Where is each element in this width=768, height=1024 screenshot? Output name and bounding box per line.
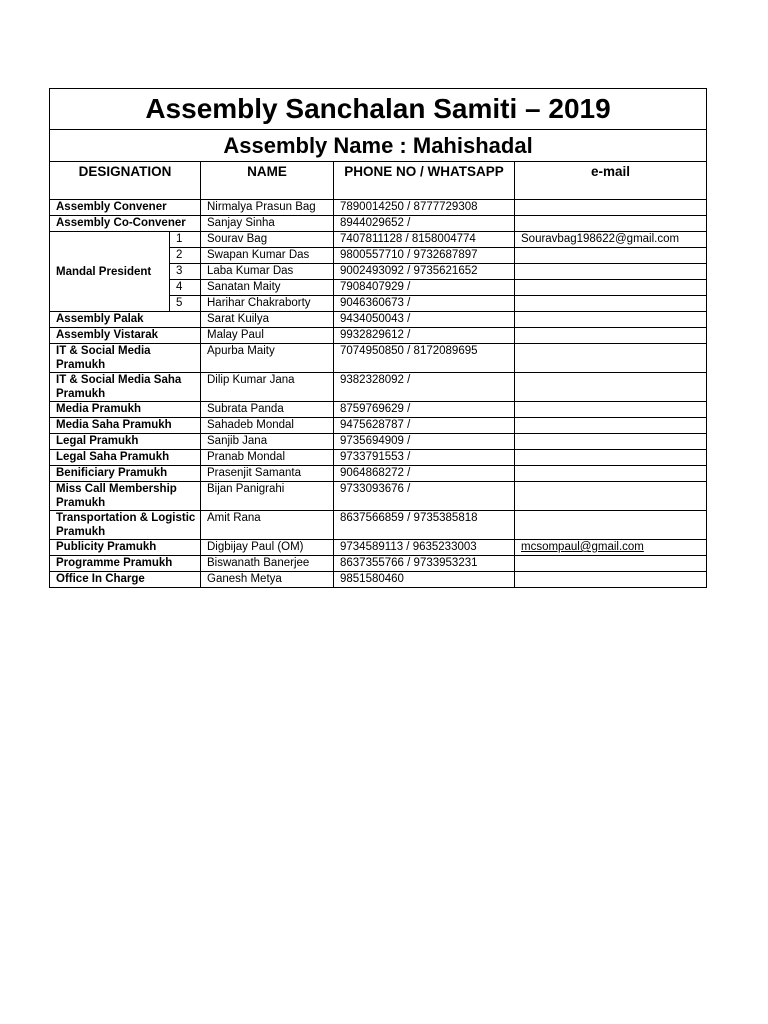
designation-header: DESIGNATION xyxy=(50,162,201,200)
name-cell: Pranab Mondal xyxy=(201,450,334,466)
committee-table xyxy=(49,88,707,588)
email-cell xyxy=(515,264,707,280)
email-cell xyxy=(515,466,707,482)
phone-cell: 9002493092 / 9735621652 xyxy=(334,264,515,280)
serial-number: 3 xyxy=(170,264,201,280)
phone-cell: 9064868272 / xyxy=(334,466,515,482)
name-cell: Sourav Bag xyxy=(201,232,334,248)
name-cell: Biswanath Banerjee xyxy=(201,556,334,572)
designation-cell: Assembly Convener xyxy=(50,200,201,216)
table-row xyxy=(50,200,707,216)
email-cell xyxy=(515,200,707,216)
table-row xyxy=(50,312,707,328)
phone-cell: 9735694909 / xyxy=(334,434,515,450)
name-cell: Sanjay Sinha xyxy=(201,216,334,232)
phone-cell: 9733791553 / xyxy=(334,450,515,466)
title-row xyxy=(50,89,707,130)
email-cell xyxy=(515,248,707,264)
name-cell: Prasenjit Samanta xyxy=(201,466,334,482)
name-cell: Swapan Kumar Das xyxy=(201,248,334,264)
phone-cell: 9733093676 / xyxy=(334,482,515,511)
name-cell: Apurba Maity xyxy=(201,344,334,373)
table-row xyxy=(50,216,707,232)
name-cell: Harihar Chakraborty xyxy=(201,296,334,312)
designation-cell: Assembly Co-Convener xyxy=(50,216,201,232)
designation-cell: Programme Pramukh xyxy=(50,556,201,572)
name-cell: Subrata Panda xyxy=(201,402,334,418)
designation-cell: Media Saha Pramukh xyxy=(50,418,201,434)
name-cell: Sahadeb Mondal xyxy=(201,418,334,434)
phone-cell: 9382328092 / xyxy=(334,373,515,402)
name-cell: Amit Rana xyxy=(201,511,334,540)
phone-cell: 9046360673 / xyxy=(334,296,515,312)
email-link[interactable]: mcsompaul@gmail.com xyxy=(521,541,644,553)
email-header: e-mail xyxy=(515,162,707,200)
designation-cell: Benificiary Pramukh xyxy=(50,466,201,482)
table-row xyxy=(50,434,707,450)
name-cell: Digbijay Paul (OM) xyxy=(201,540,334,556)
serial-number: 2 xyxy=(170,248,201,264)
designation-cell: Assembly Palak xyxy=(50,312,201,328)
table-row xyxy=(50,556,707,572)
phone-cell: 8944029652 / xyxy=(334,216,515,232)
name-cell: Sanjib Jana xyxy=(201,434,334,450)
phone-cell: 9851580460 xyxy=(334,572,515,588)
designation-cell: Legal Pramukh xyxy=(50,434,201,450)
email-cell xyxy=(515,556,707,572)
designation-cell: Publicity Pramukh xyxy=(50,540,201,556)
name-cell: Dilip Kumar Jana xyxy=(201,373,334,402)
email-cell xyxy=(515,280,707,296)
table-row xyxy=(50,466,707,482)
table-row xyxy=(50,402,707,418)
table-row xyxy=(50,450,707,466)
email-cell xyxy=(515,572,707,588)
name-cell: Sarat Kuilya xyxy=(201,312,334,328)
serial-number: 4 xyxy=(170,280,201,296)
phone-cell: 7074950850 / 8172089695 xyxy=(334,344,515,373)
table-row xyxy=(50,572,707,588)
name-cell: Sanatan Maity xyxy=(201,280,334,296)
phone-cell: 9734589113 / 9635233003 xyxy=(334,540,515,556)
phone-cell: 7890014250 / 8777729308 xyxy=(334,200,515,216)
subtitle-row xyxy=(50,130,707,162)
email-cell xyxy=(515,418,707,434)
table-row xyxy=(50,344,707,373)
phone-header: PHONE NO / WHATSAPP xyxy=(334,162,515,200)
table-row xyxy=(50,328,707,344)
name-cell: Bijan Panigrahi xyxy=(201,482,334,511)
table-row xyxy=(50,373,707,402)
table-row xyxy=(50,482,707,511)
name-cell: Nirmalya Prasun Bag xyxy=(201,200,334,216)
table-row xyxy=(50,540,707,556)
designation-cell: Media Pramukh xyxy=(50,402,201,418)
serial-number: 1 xyxy=(170,232,201,248)
designation-cell: IT & Social Media Saha Pramukh xyxy=(50,373,201,402)
email-cell xyxy=(515,450,707,466)
email-cell xyxy=(515,511,707,540)
email-cell xyxy=(515,434,707,450)
designation-cell: Transportation & Logistic Pramukh xyxy=(50,511,201,540)
designation-cell: Legal Saha Pramukh xyxy=(50,450,201,466)
phone-cell: 9434050043 / xyxy=(334,312,515,328)
name-header: NAME xyxy=(201,162,334,200)
email-cell xyxy=(515,216,707,232)
designation-cell: IT & Social Media Pramukh xyxy=(50,344,201,373)
email-cell xyxy=(515,540,707,556)
table-row xyxy=(50,232,707,248)
phone-cell: 7908407929 / xyxy=(334,280,515,296)
email-cell xyxy=(515,328,707,344)
serial-number: 5 xyxy=(170,296,201,312)
assembly-name: Assembly Name : Mahishadal xyxy=(50,130,707,162)
table-row xyxy=(50,418,707,434)
phone-cell: 9800557710 / 9732687897 xyxy=(334,248,515,264)
email-cell xyxy=(515,402,707,418)
email-cell xyxy=(515,482,707,511)
email-cell: Souravbag198622@gmail.com xyxy=(515,232,707,248)
email-cell xyxy=(515,296,707,312)
designation-cell: Office In Charge xyxy=(50,572,201,588)
phone-cell: 8637355766 / 9733953231 xyxy=(334,556,515,572)
email-cell xyxy=(515,344,707,373)
phone-cell: 9932829612 / xyxy=(334,328,515,344)
table-row xyxy=(50,511,707,540)
name-cell: Laba Kumar Das xyxy=(201,264,334,280)
phone-cell: 8637566859 / 9735385818 xyxy=(334,511,515,540)
name-cell: Ganesh Metya xyxy=(201,572,334,588)
name-cell: Malay Paul xyxy=(201,328,334,344)
email-cell xyxy=(515,373,707,402)
email-cell xyxy=(515,312,707,328)
phone-cell: 7407811128 / 8158004774 xyxy=(334,232,515,248)
header-row xyxy=(50,162,707,200)
designation-cell: Miss Call Membership Pramukh xyxy=(50,482,201,511)
phone-cell: 9475628787 / xyxy=(334,418,515,434)
phone-cell: 8759769629 / xyxy=(334,402,515,418)
designation-cell: Mandal President xyxy=(50,232,170,312)
designation-cell: Assembly Vistarak xyxy=(50,328,201,344)
document-title: Assembly Sanchalan Samiti – 2019 xyxy=(50,89,707,130)
